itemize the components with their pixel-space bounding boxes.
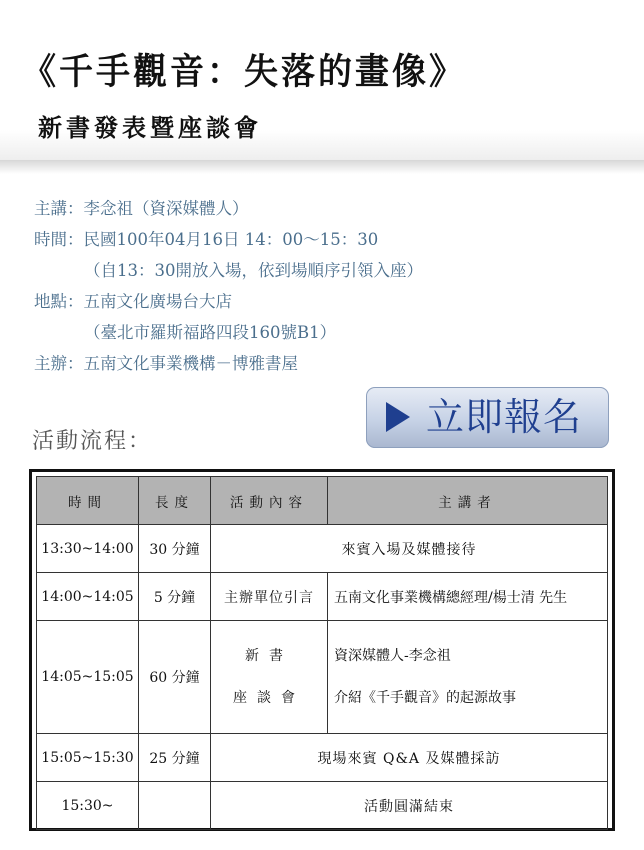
- row-speaker: 五南文化事業機構總經理/楊士清 先生: [328, 573, 608, 621]
- address-info: （臺北市羅斯福路四段160號B1）: [84, 323, 337, 342]
- row-merged-content: 來賓入場及媒體接待: [211, 525, 608, 573]
- row-merged-content: 現場來賓 Q&A 及媒體採訪: [211, 734, 608, 782]
- header-speaker: 主講者: [328, 477, 608, 525]
- row-duration: 5 分鐘: [139, 573, 211, 621]
- event-info: [34, 193, 634, 379]
- schedule-table: [36, 476, 608, 830]
- header-duration: 長度: [139, 477, 211, 525]
- table-row: [37, 782, 608, 830]
- header-activity: 活動內容: [211, 477, 328, 525]
- row-time: 15:05~15:30: [37, 734, 139, 782]
- row-duration: 60 分鐘: [139, 621, 211, 734]
- time-info: 時間：民國100年04月16日 14：00～15：30: [34, 230, 379, 249]
- schedule-title: 活動流程：: [32, 429, 153, 454]
- table-row: [37, 525, 608, 573]
- table-header-row: [37, 477, 608, 525]
- speaker-line: 資深媒體人-李念祖: [334, 648, 451, 664]
- location-info: 地點：五南文化廣場台大店: [34, 292, 232, 311]
- speaker-info: 主講：李念祖（資深媒體人）: [34, 199, 249, 218]
- speaker-line: 介紹《千手觀音》的起源故事: [334, 690, 516, 706]
- row-duration: 25 分鐘: [139, 734, 211, 782]
- schedule-table-frame: [29, 469, 615, 831]
- play-arrow-icon: [386, 402, 410, 432]
- page-title: 《千手觀音：失落的畫像》: [22, 51, 466, 94]
- time-note: （自13：30開放入場，依到場順序引領入座）: [84, 261, 423, 280]
- header-time: 時間: [37, 477, 139, 525]
- register-now-label: 立即報名: [426, 395, 583, 439]
- row-activity: 主辦單位引言: [211, 573, 328, 621]
- row-time: 14:00~14:05: [37, 573, 139, 621]
- row-duration: [139, 782, 211, 830]
- activity-line: 新書: [245, 648, 293, 664]
- page-subtitle: 新書發表暨座談會: [38, 114, 262, 142]
- organizer-info: 主辦：五南文化事業機構－博雅書屋: [34, 354, 298, 373]
- row-merged-content: 活動圓滿結束: [211, 782, 608, 830]
- activity-line: 座談會: [233, 690, 305, 706]
- table-row: [37, 734, 608, 782]
- row-activity: [211, 621, 328, 734]
- table-row: [37, 621, 608, 734]
- register-now-button[interactable]: [366, 387, 609, 448]
- page-header: [0, 0, 644, 161]
- row-duration: 30 分鐘: [139, 525, 211, 573]
- row-time: 15:30~: [37, 782, 139, 830]
- row-time: 13:30~14:00: [37, 525, 139, 573]
- row-speaker: [328, 621, 608, 734]
- row-time: 14:05~15:05: [37, 621, 139, 734]
- table-row: [37, 573, 608, 621]
